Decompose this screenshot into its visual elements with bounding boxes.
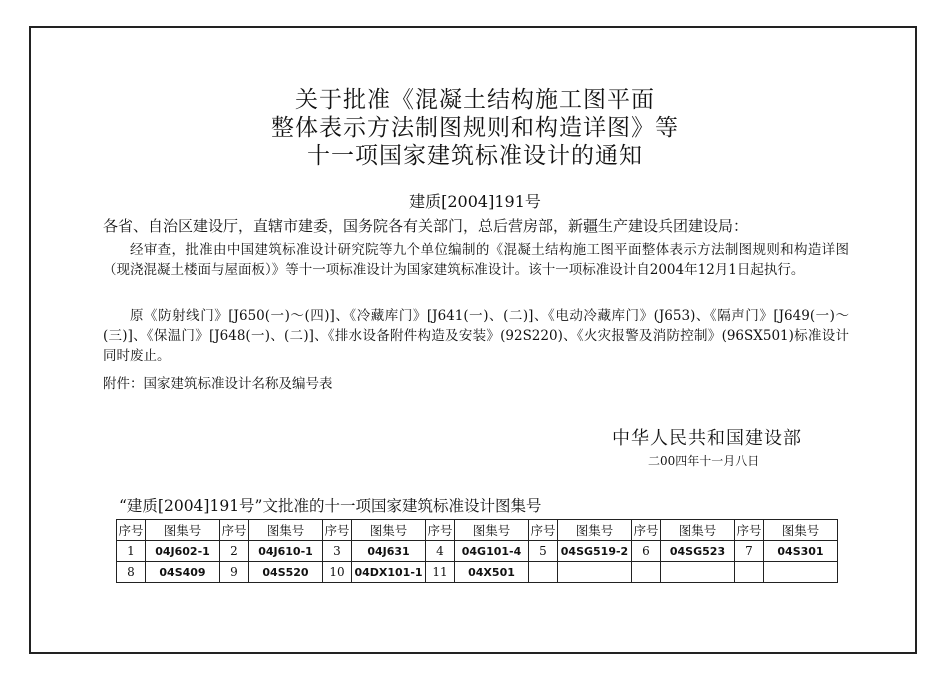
seq-cell: 1	[117, 541, 146, 562]
seq-cell: 8	[117, 562, 146, 583]
header-seq: 序号	[117, 520, 146, 541]
seq-cell: 11	[426, 562, 455, 583]
header-code: 图集号	[455, 520, 529, 541]
atlas-code-cell	[764, 562, 838, 583]
header-seq: 序号	[735, 520, 764, 541]
atlas-code-cell: 04SG519-2	[558, 541, 632, 562]
seq-cell: 3	[323, 541, 352, 562]
body-paragraph-abolished: 原《防射线门》[J650(一)～(四)]、《冷藏库门》[J641(一)、(二)]、《电动冷藏库门》(J653)、《隔声门》[J649(一)～(三)]、《保温门》[J648(一)、(二)]、《排水设备附件构造及安装》(92S220)、《火灾报警及消防控制》(96SX501)标准设计同时废止。	[103, 308, 849, 364]
body-paragraph-approval: 经审查，批准由中国建筑标准设计研究院等九个单位编制的《混凝土结构施工图平面整体表示方法制图规则和构造详图（现浇混凝土楼面与屋面板）》等十一项标准设计为国家建筑标准设计。该十一项标准设计自2004年12月1日起执行。	[103, 242, 849, 278]
table-header-row	[117, 520, 838, 541]
header-code: 图集号	[558, 520, 632, 541]
atlas-code-cell: 04J610-1	[249, 541, 323, 562]
document-number: 建质[2004]191号	[409, 192, 541, 211]
seq-cell: 2	[220, 541, 249, 562]
table-row	[117, 541, 838, 562]
atlas-table-title: “建质[2004]191号”文批准的十一项国家建筑标准设计图集号	[119, 497, 542, 515]
atlas-code-cell: 04S520	[249, 562, 323, 583]
atlas-code-cell	[558, 562, 632, 583]
notice-title-line-3: 十一项国家建筑标准设计的通知	[307, 143, 643, 169]
header-code: 图集号	[146, 520, 220, 541]
issuing-authority: 中华人民共和国建设部	[612, 428, 802, 449]
atlas-code-cell	[661, 562, 735, 583]
seq-cell: 6	[632, 541, 661, 562]
header-code: 图集号	[661, 520, 735, 541]
seq-cell: 9	[220, 562, 249, 583]
seq-cell: 4	[426, 541, 455, 562]
header-seq: 序号	[529, 520, 558, 541]
notice-title-line-2: 整体表示方法制图规则和构造详图》等	[271, 115, 679, 141]
attachment-note: 附件：国家建筑标准设计名称及编号表	[103, 376, 333, 392]
atlas-number-table	[116, 519, 838, 583]
seq-cell: 10	[323, 562, 352, 583]
seq-cell: 7	[735, 541, 764, 562]
header-code: 图集号	[764, 520, 838, 541]
atlas-code-cell: 04X501	[455, 562, 529, 583]
atlas-code-cell: 04J631	[352, 541, 426, 562]
notice-title-line-1: 关于批准《混凝土结构施工图平面	[295, 87, 655, 113]
header-seq: 序号	[426, 520, 455, 541]
table-row	[117, 562, 838, 583]
atlas-code-cell: 04J602-1	[146, 541, 220, 562]
atlas-code-cell: 04G101-4	[455, 541, 529, 562]
seq-cell	[632, 562, 661, 583]
issue-date: 二00四年十一月八日	[648, 454, 760, 468]
header-seq: 序号	[220, 520, 249, 541]
atlas-code-cell: 04S409	[146, 562, 220, 583]
header-seq: 序号	[323, 520, 352, 541]
header-code: 图集号	[352, 520, 426, 541]
atlas-code-cell: 04S301	[764, 541, 838, 562]
seq-cell	[735, 562, 764, 583]
seq-cell: 5	[529, 541, 558, 562]
seq-cell	[529, 562, 558, 583]
header-code: 图集号	[249, 520, 323, 541]
atlas-code-cell: 04DX101-1	[352, 562, 426, 583]
atlas-code-cell: 04SG523	[661, 541, 735, 562]
header-seq: 序号	[632, 520, 661, 541]
addressee: 各省、自治区建设厅，直辖市建委，国务院各有关部门，总后营房部，新疆生产建设兵团建设局：	[103, 217, 749, 235]
